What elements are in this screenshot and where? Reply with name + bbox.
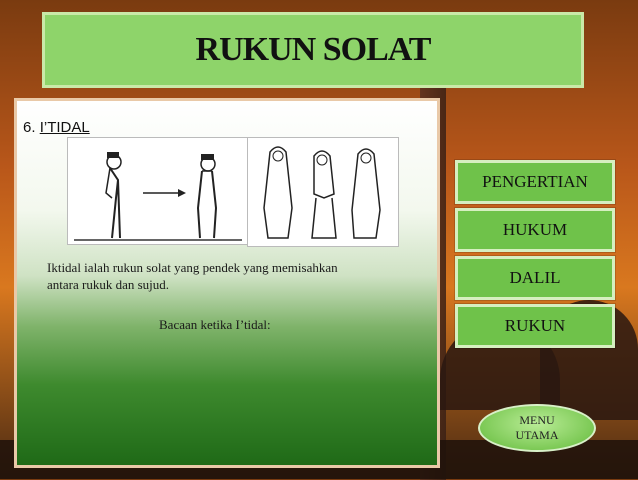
menu-line-1: MENU (519, 413, 555, 427)
menu-line-2: UTAMA (515, 428, 559, 442)
main-menu-button[interactable] (478, 404, 596, 452)
itidal-male-illustration (67, 137, 249, 245)
page-title: RUKUN SOLAT (195, 31, 431, 68)
rukun-button[interactable]: RUKUN (455, 304, 615, 348)
section-heading (23, 119, 90, 136)
description-text: Iktidal ialah rukun solat yang pendek yang memisahkan antara rukuk dan sujud. (47, 260, 338, 292)
dalil-button[interactable]: DALIL (455, 256, 615, 300)
reading-label: Bacaan ketika I’tidal: (159, 317, 271, 332)
hukum-button[interactable]: HUKUM (455, 208, 615, 252)
section-name: I’TIDAL (39, 119, 90, 136)
women-standing-icon (248, 138, 398, 246)
man-rising-icon (68, 138, 248, 244)
itidal-female-illustration (247, 137, 399, 247)
pengertian-button[interactable]: PENGERTIAN (455, 160, 615, 204)
section-number: 6. (23, 119, 36, 136)
content-panel (14, 98, 440, 468)
title-bar (42, 12, 584, 88)
